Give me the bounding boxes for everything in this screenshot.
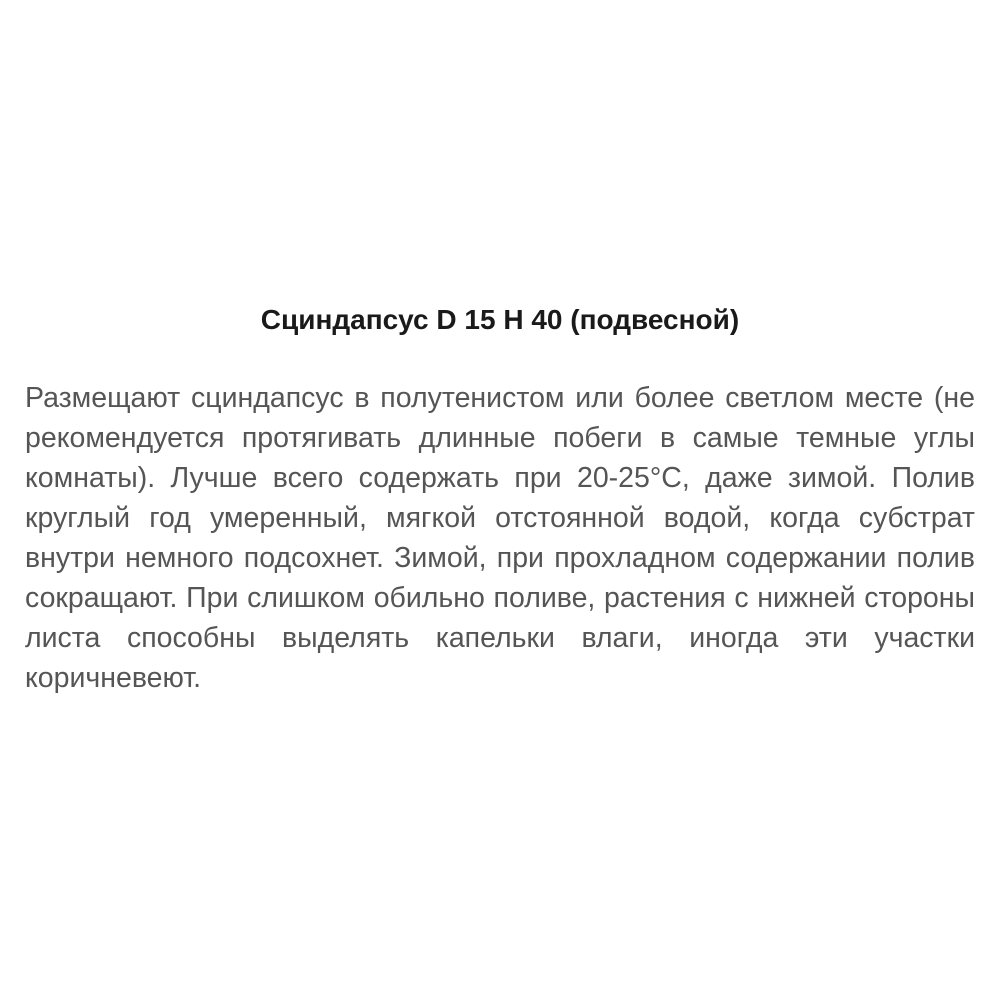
document-body-paragraph: Размещают сциндапсус в полутенистом или более светлом месте (не рекомендуется протягивать длинные побеги в самые темные углы комнаты). Лучше всего содержать при 20-25°С, даже зимой. Полив круглый год умеренный, мягкой отстоянной водой, когда субстрат внутри немного подсохнет. Зимой, при прохладном содержании полив сокращают. При слишком обильно поливе, растения с нижней стороны листа способны выделять капельки влаги, иногда эти участки коричневеют. — [25, 382, 975, 694]
document-title: Сциндапсус D 15 H 40 (подвесной) — [260, 304, 740, 335]
